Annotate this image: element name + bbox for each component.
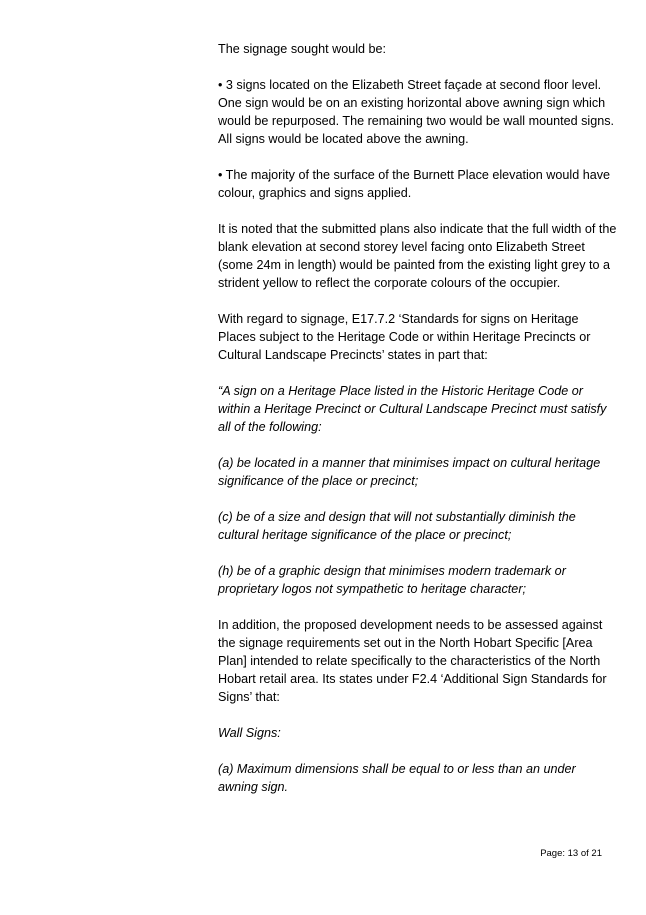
north-hobart-paragraph: In addition, the proposed development needs to be assessed against the signage requirements set out in the North Hobart Specific [Area Plan] intended to relate specifically to the characteristics of the North Hobart retail area. Its states under F2.4 ‘Additional Sign Standards for Signs’ that: xyxy=(218,618,607,704)
quoted-clause-a: (a) be located in a manner that minimises impact on cultural heritage significance of the place or precinct; xyxy=(218,456,601,488)
wall-signs-clause-a: (a) Maximum dimensions shall be equal to or less than an under awning sign. xyxy=(218,762,576,794)
quoted-clause-h: (h) be of a graphic design that minimises modern trademark or proprietary logos not sympathetic to heritage character; xyxy=(218,564,566,596)
quoted-clause-c: (c) be of a size and design that will not substantially diminish the cultural heritage significance of the place or precinct; xyxy=(218,510,576,542)
painting-note-paragraph: It is noted that the submitted plans also indicate that the full width of the blank elevation at second storey level facing onto Elizabeth Street (some 24m in length) would be painted from the existing light grey to a strident yellow to reflect the corporate colours of the occupier. xyxy=(218,222,617,290)
bullet-elizabeth-street-signs: • 3 signs located on the Elizabeth Street façade at second floor level. One sign would be on an existing horizontal above awning sign which would be repurposed. The remaining two would be wall mounted signs. All signs would be located above the awning. xyxy=(218,78,615,146)
quoted-standard-intro: “A sign on a Heritage Place listed in the Historic Heritage Code or within a Heritage Precinct or Cultural Landscape Precinct must satisfy all of the following: xyxy=(218,384,607,434)
bullet-burnett-place-elevation: • The majority of the surface of the Burnett Place elevation would have colour, graphics and signs applied. xyxy=(218,168,611,200)
heritage-standards-paragraph: With regard to signage, E17.7.2 ‘Standards for signs on Heritage Places subject to the Heritage Code or within Heritage Precincts or Cultural Landscape Precincts’ states in part that: xyxy=(218,312,591,362)
intro-paragraph: The signage sought would be: xyxy=(218,42,387,56)
wall-signs-heading: Wall Signs: xyxy=(218,726,281,740)
page-number: Page: 13 of 21 xyxy=(540,848,602,859)
body-text xyxy=(218,40,618,814)
